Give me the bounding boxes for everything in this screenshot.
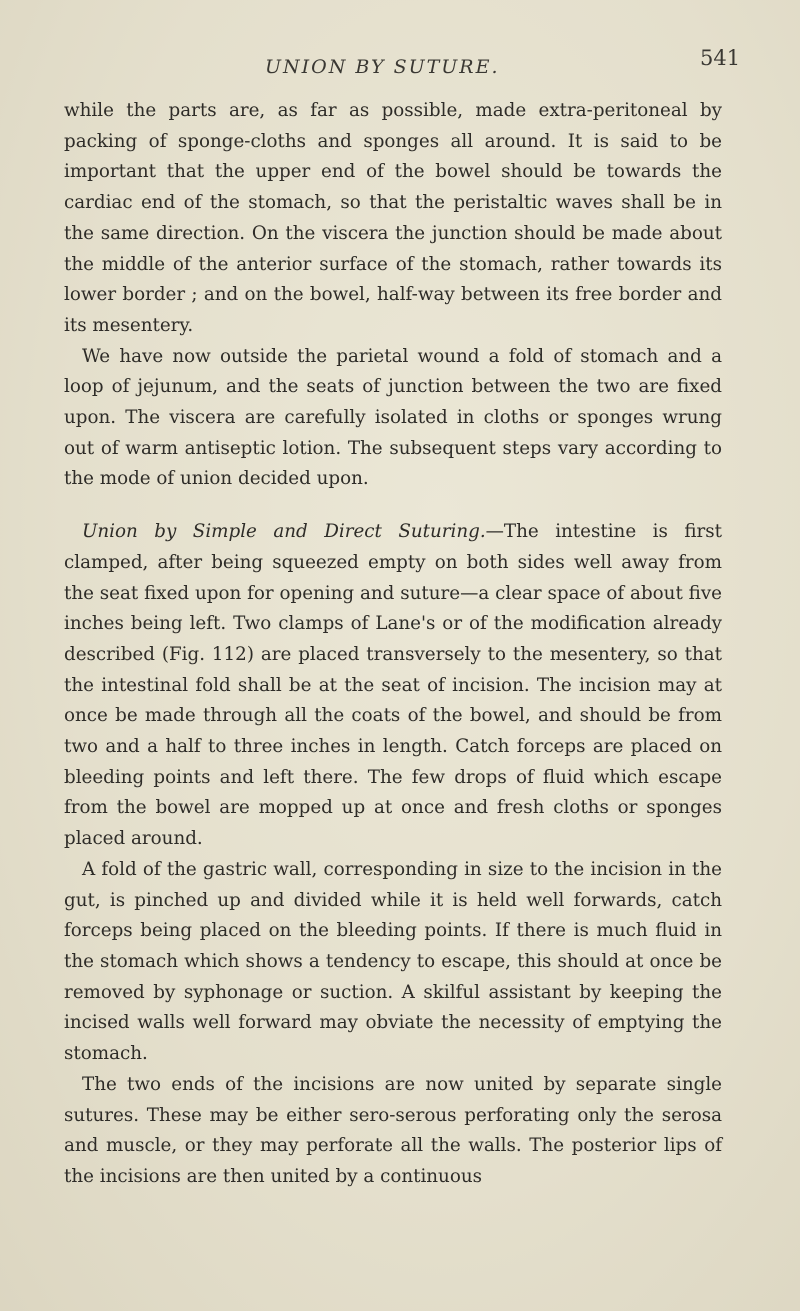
- body-text: [64, 96, 722, 1193]
- paragraph-text: We have now outside the parietal wound a fold of stomach and a loop of jejunum, and the seats of junction between the two are fixed upon. The viscera are carefully isolated in cloths or sponges wrung out of warm antiseptic lotion. The subsequent steps vary according to the mode of union decided upon.: [64, 345, 722, 490]
- paragraph-text: while the parts are, as far as possible, made extra-peritoneal by packing of sponge-cloths and sponges all around. It is said to be important that the upper end of the bowel should be towards the cardiac end of the stomach, so that the peristaltic waves shall be in the same direction. On the viscera the junction should be made about the middle of the anterior surface of the stomach, rather towards its lower border ; and on the bowel, half-way between its free border and its mesentery.: [64, 100, 722, 336]
- paragraph-text: A fold of the gastric wall, corresponding in size to the incision in the gut, is pinched up and divided while it is held well forwards, catch forceps being placed on the bleeding points. If there is much fluid in the stomach which shows a tendency to escape, this should at once be removed by syphonage or suction. A skilful assistant by keeping the incised walls well forward may obviate the necessity of emptying the stomach.: [64, 858, 722, 1065]
- paragraph: [64, 96, 722, 342]
- page-number: 541: [700, 46, 741, 70]
- running-title: UNION BY SUTURE.: [265, 56, 500, 78]
- section-heading: Union by Simple and Direct Suturing.: [82, 521, 486, 543]
- paragraph: [64, 1070, 722, 1193]
- paragraph-text: —The intestine is first clamped, after being squeezed empty on both sides well away from the seat fixed upon for opening and suture—a clear space of about five inches being left. Two clamps of Lane's or of the modification already described (Fig. 112) are placed transversely to the mesentery, so that the intestinal fold shall be at the seat of incision. The incision may at once be made through all the coats of the bowel, and should be from two and a half to three inches in length. Catch forceps are placed on bleeding points and left there. The few drops of fluid which escape from the bowel are mopped up at once and fresh cloths or sponges placed around.: [64, 521, 722, 850]
- paragraph-text: The two ends of the incisions are now united by separate single sutures. These may be either sero-serous perforating only the serosa and muscle, or they may perforate all the walls. The posterior lips of the incisions are then united by a continuous: [64, 1073, 722, 1187]
- paragraph: [64, 342, 722, 496]
- running-head: [0, 46, 800, 86]
- paragraph: [64, 855, 722, 1070]
- section-paragraph: [64, 517, 722, 855]
